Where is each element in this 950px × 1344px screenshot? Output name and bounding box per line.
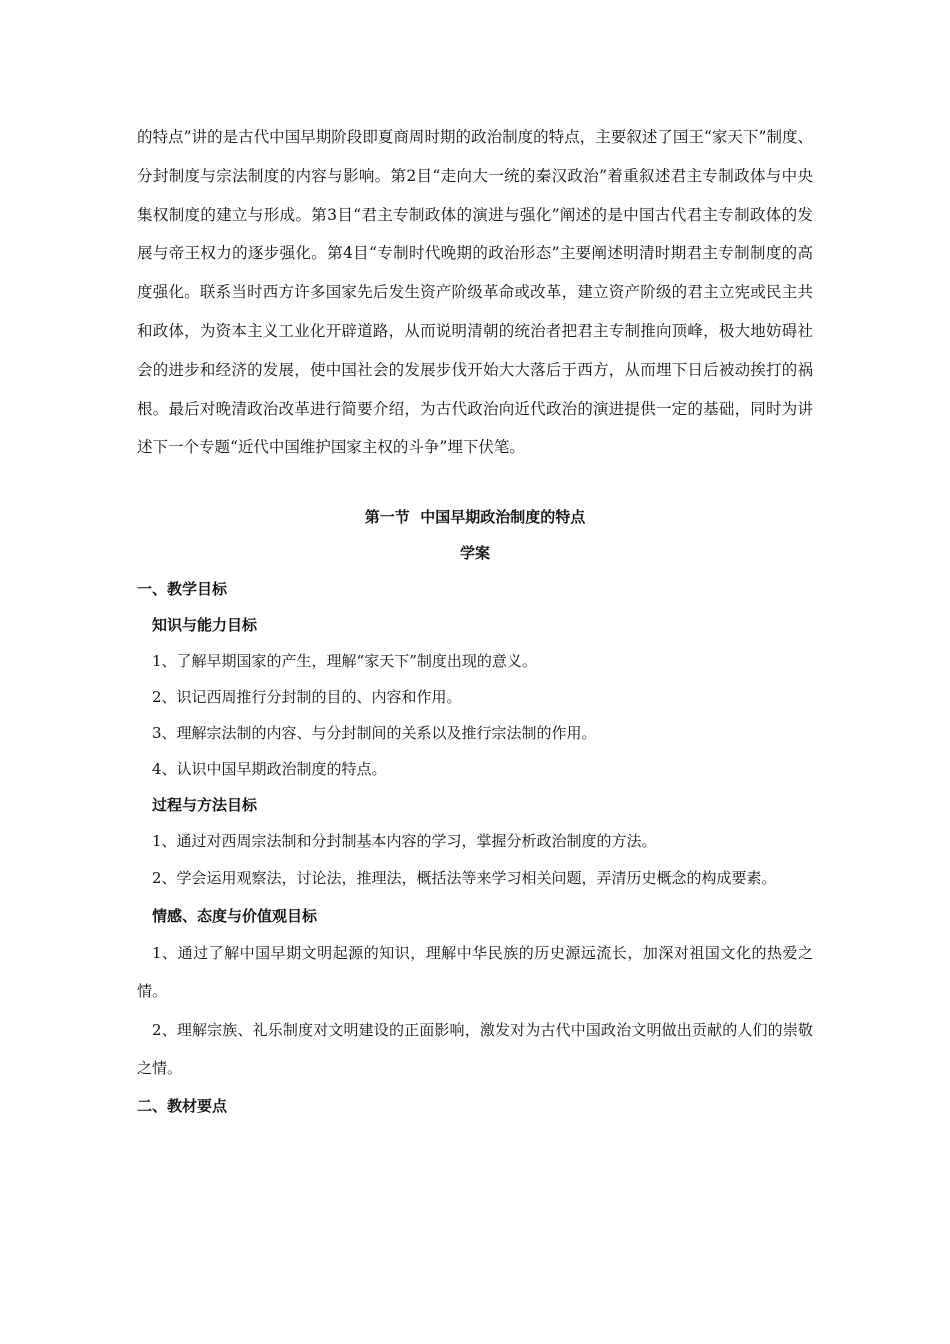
intro-paragraph: 的特点”讲的是古代中国早期阶段即夏商周时期的政治制度的特点，主要叙述了国王“家天下”制度、分封制度与宗法制度的内容与影响。第2目“走向大一统的秦汉政治”着重叙述君主专制政体与中央集权制度的建立与形成。第3目“君主专制政体的演进与强化”阐述的是中国古代君主专制政体的发展与帝王权力的逐步强化。第4目“专制时代晚期的政治形态”主要阐述明清时期君主专制制度的高度强化。联系当时西方许多国家先后发生资产阶级革命或改革，建立资产阶级的君主立宪或民主共和政体，为资本主义工业化开辟道路，从而说明清朝的统治者把君主专制推向顶峰，极大地妨碍社会的进步和经济的发展，使中国社会的发展步伐开始大大落后于西方，从而埋下日后被动挨打的祸根。最后对晚清政治改革进行简要介绍，为古代政治向近代政治的演进提供一定的基础，同时为讲述下一个专题“近代中国维护国家主权的斗争”埋下伏笔。 bbox=[137, 128, 813, 457]
list-item: 2、识记西周推行分封制的目的、内容和作用。 bbox=[152, 688, 462, 707]
heading-emotion-goals: 情感、态度与价值观目标 bbox=[152, 906, 318, 925]
heading-teaching-goals: 一、教学目标 bbox=[137, 580, 228, 599]
list-item: 1、了解早期国家的产生，理解“家天下”制度出现的意义。 bbox=[152, 652, 537, 671]
heading-key-points: 二、教材要点 bbox=[137, 1096, 228, 1115]
spacer bbox=[137, 467, 813, 499]
list-item: 4、认识中国早期政治制度的特点。 bbox=[152, 760, 387, 779]
list-item: 1、通过对西周宗法制和分封制基本内容的学习，掌握分析政治制度的方法。 bbox=[152, 832, 657, 851]
document-page bbox=[137, 118, 813, 1124]
list-item: 2、学会运用观察法，讨论法，推理法，概括法等来学习相关问题，弄清历史概念的构成要素。 bbox=[152, 869, 777, 888]
subtitle: 学案 bbox=[459, 544, 490, 563]
list-item: 2、理解宗族、礼乐制度对文明建设的正面影响，激发对为古代中国政治文明做出贡献的人们的崇敬之情。 bbox=[137, 1020, 813, 1078]
list-item: 3、理解宗法制的内容、与分封制间的关系以及推行宗法制的作用。 bbox=[152, 724, 597, 743]
heading-process-goals: 过程与方法目标 bbox=[152, 796, 258, 815]
section-title: 第一节 中国早期政治制度的特点 bbox=[364, 508, 586, 527]
heading-knowledge-goals: 知识与能力目标 bbox=[152, 616, 258, 635]
list-item: 1、通过了解中国早期文明起源的知识，理解中华民族的历史源远流长，加深对祖国文化的热爱之情。 bbox=[137, 943, 813, 1001]
